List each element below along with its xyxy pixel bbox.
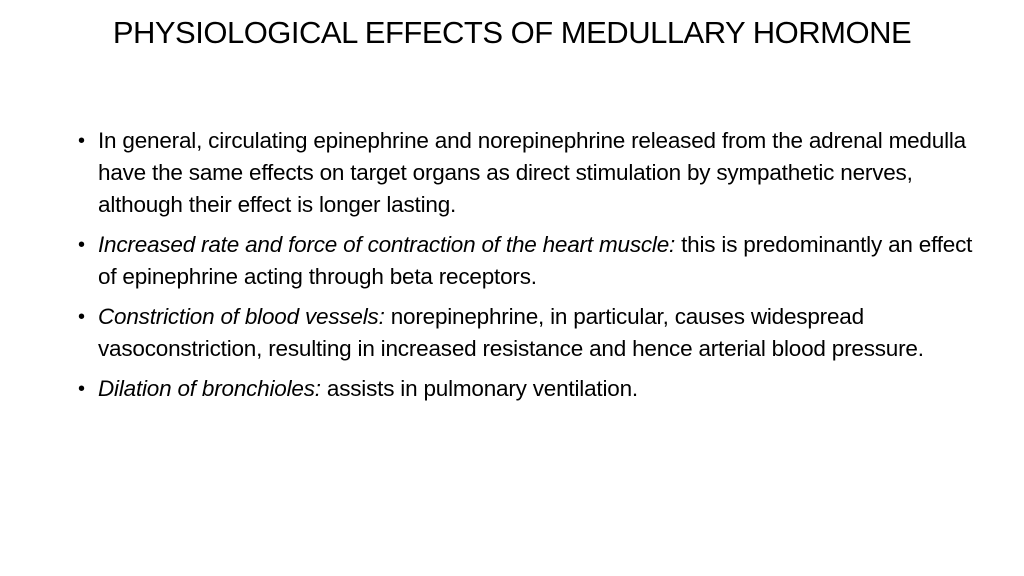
bullet-dot-icon: • [78,130,85,152]
bullet-item [78,125,978,221]
bullet-list [78,125,978,413]
bullet-text: this is predominantly an effect of epinephrine acting through beta receptors. [98,232,973,289]
slide-title: PHYSIOLOGICAL EFFECTS OF MEDULLARY HORMONE [112,15,912,50]
bullet-text: assists in pulmonary ventilation. [320,376,638,401]
bullet-item [78,229,978,293]
bullet-dot-icon: • [78,306,85,328]
bullet-lead: Constriction of blood vessels: [98,304,385,329]
bullet-lead: Dilation of bronchioles: [98,376,321,401]
bullet-item [78,373,978,405]
bullet-dot-icon: • [78,378,85,400]
bullet-lead: Increased rate and force of contraction of the heart muscle: [98,232,676,257]
bullet-text: norepinephrine, in particular, causes widespread vasoconstriction, resulting in increased resistance and hence arterial blood pressure. [98,304,924,361]
bullet-dot-icon: • [78,234,85,256]
bullet-text: In general, circulating epinephrine and norepinephrine released from the adrenal medulla have the same effects on target organs as direct stimulation by sympathetic nerves, although their effect is longer lasting. [98,128,966,217]
bullet-item [78,301,978,365]
